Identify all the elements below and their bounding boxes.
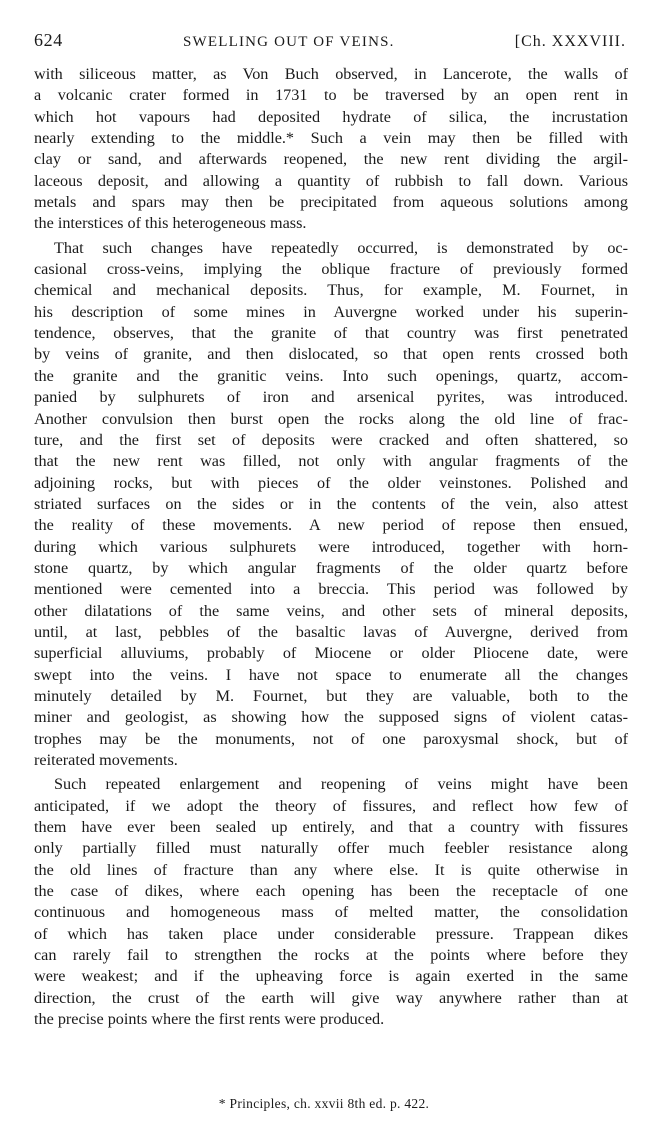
text-line: casional cross-veins, implying the oblique fracture of previously formed [34,260,628,279]
text-line: the case of dikes, where each opening has been the receptacle of one [34,882,628,901]
body-text [34,64,628,1030]
text-line: minutely detailed by M. Fournet, but they are valuable, both to the [34,686,628,705]
text-line: his description of some mines in Auvergne worked under his superin- [34,302,628,321]
paragraph [34,238,628,772]
text-line: can rarely fail to strengthen the rocks at the points where before they [34,946,628,965]
text-line: stone quartz, by which angular fragments of the older quartz before [34,558,628,577]
text-line: striated surfaces on the sides or in the contents of the vein, also attest [34,494,628,513]
text-line: were weakest; and if the upheaving force is again exerted in the same [34,967,628,986]
text-line: direction, the crust of the earth will give way anywhere rather than at [34,988,628,1007]
running-head [34,30,626,56]
text-line: Another convulsion then burst open the rocks along the old line of frac- [34,409,628,428]
text-line: miner and geologist, as showing how the supposed signs of violent catas- [34,708,628,727]
text-line: the precise points where the first rents were produced. [34,1010,385,1029]
text-line: adjoining rocks, but with pieces of the older veinstones. Polished and [34,473,628,492]
text-line: the interstices of this heterogeneous mass. [34,214,307,233]
paragraph [34,774,628,1030]
text-line: Such repeated enlargement and reopening of veins might have been [54,775,628,794]
text-line: other dilatations of the same veins, and other sets of mineral deposits, [34,601,628,620]
text-line: laceous deposit, and allowing a quantity of rubbish to fall down. Various [34,171,628,190]
text-line: a volcanic crater formed in 1731 to be traversed by an open rent in [34,86,628,105]
text-line: ture, and the first set of deposits were cracked and often shattered, so [34,430,628,449]
text-line: of which has taken place under considerable pressure. Trappean dikes [34,924,628,943]
text-line: until, at last, pebbles of the basaltic lavas of Auvergne, derived from [34,622,628,641]
page-number: 624 [34,30,63,50]
text-line: tendence, observes, that the granite of that country was first penetrated [34,324,628,343]
text-line: clay or sand, and afterwards reopened, the new rent dividing the argil- [34,150,628,169]
text-line: reiterated movements. [34,751,178,769]
paragraph [34,64,628,235]
text-line: that the new rent was filled, not only with angular fragments of the [34,452,628,471]
text-line: nearly extending to the middle.* Such a vein may then be filled with [34,129,628,148]
text-line: chemical and mechanical deposits. Thus, for example, M. Fournet, in [34,281,628,300]
text-line: metals and spars may then be precipitated from aqueous solutions among [34,193,628,212]
text-line: mentioned were cemented into a breccia. This period was followed by [34,580,628,599]
text-line: continuous and homogeneous mass of melted matter, the consolidation [34,903,628,922]
text-line: trophes may be the monuments, not of one paroxysmal shock, but of [34,729,628,748]
text-line: with siliceous matter, as Von Buch observed, in Lancerote, the walls of [34,65,628,83]
text-line: the granite and the granitic veins. Into such openings, quartz, accom- [34,366,628,385]
text-line: them have ever been sealed up entirely, and that a country with fissures [34,818,628,837]
text-line: panied by sulphurets of iron and arsenical pyrites, was introduced. [34,388,628,407]
footnote: * Principles, ch. xxvii 8th ed. p. 422. [218,1096,430,1111]
text-line: swept into the veins. I have not space to enumerate all the changes [34,665,628,684]
text-line: which hot vapours had deposited hydrate of silica, the incrustation [34,107,628,126]
text-line: That such changes have repeatedly occurred, is demonstrated by oc- [54,238,628,257]
text-line: the old lines of fracture than any where else. It is quite otherwise in [34,860,628,879]
running-title: SWELLING OUT OF VEINS. [182,34,395,50]
chapter-reference: [Ch. XXXVIII. [514,33,626,50]
text-line: the reality of these movements. A new period of repose then ensued, [34,516,628,535]
text-line: anticipated, if we adopt the theory of fissures, and reflect how few of [34,796,628,815]
text-line: by veins of granite, and then dislocated, so that open rents crossed both [34,345,628,364]
text-line: superficial alluviums, probably of Miocene or older Pliocene date, were [34,644,628,663]
text-line: during which various sulphurets were introduced, together with horn- [34,537,628,556]
text-line: only partially filled must naturally offer much feebler resistance along [34,839,628,858]
